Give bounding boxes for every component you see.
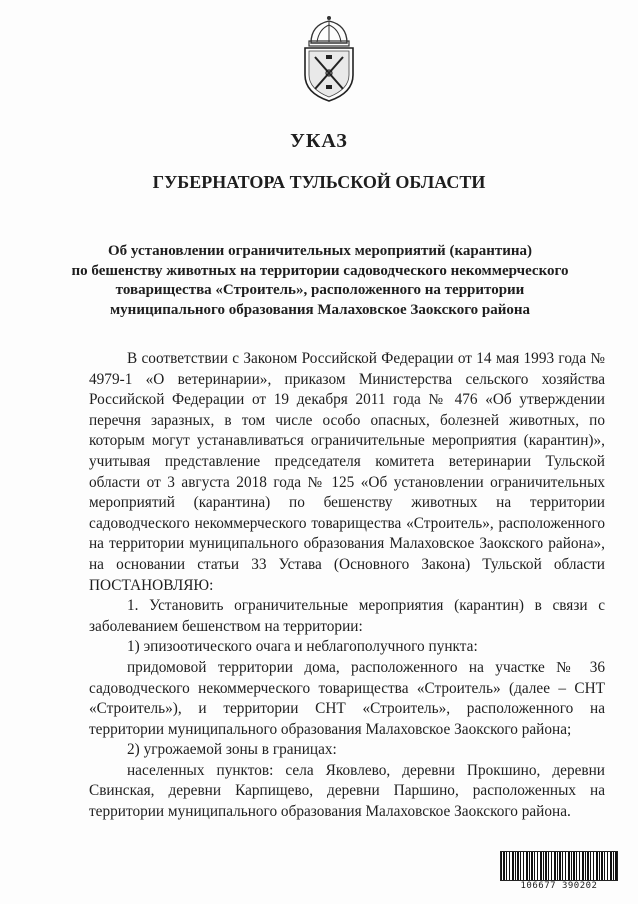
subitem-1: 1) эпизоотического очага и неблагополучного пункта: [127,638,478,656]
document-subtitle: ГУБЕРНАТОРА ТУЛЬСКОЙ ОБЛАСТИ [152,172,486,192]
decree-subject [60,242,580,320]
subject-line: муниципального образования Малаховское Заокского района [109,301,531,318]
barcode-bars [500,851,618,881]
subject-line: по бешенству животных на территории садоводческого некоммерческого [71,262,569,279]
subitem-1-text: придомовой территории дома, расположенного на участке № 36 садоводческого некоммерческого товарищества «Строитель» (далее – СНТ «Строитель»), и территории СНТ «Строитель», расположенного на территории муниципального образования Малаховское Заокского района; [89,658,605,738]
tula-coat-of-arms-icon [297,15,361,103]
decree-body [89,349,605,823]
barcode-number: 106677 390202 [520,881,598,891]
preamble-paragraph: В соответствии с Законом Российской Федерации от 14 мая 1993 года № 4979-1 «О ветеринарии», приказом Министерства сельского хозяйства Российской Федерации от 19 декабря 2011 года № 476 «Об утверждении перечня заразных, в том числе особо опасных, болезней животных, по которым могут устанавливаться ограничительные мероприятия (карантин)», учитывая представление председателя комитета ветеринарии Тульской области от 3 августа 2018 года № 125 «Об установлении ограничительных мероприятий (карантина) по бешенству животных на территории садоводческого некоммерческого товарищества «Строитель», расположенного на территории муниципального образования Малаховское Заокского района», на основании статьи 33 Устава (Основного Закона) Тульской области ПОСТАНОВЛЯЮ: [89,350,605,594]
barcode-icon [500,851,618,893]
paragraph-item-1: 1. Установить ограничительные мероприятия (карантин) в связи с заболеванием бешенством на территории: [89,597,605,635]
subject-line: товарищества «Строитель», расположенного на территории [115,282,525,298]
subitem-2-text: населенных пунктов: села Яковлево, деревни Прокшино, деревни Свинская, деревни Карпищево, деревни Паршино, расположенных на территории муниципального образования Малаховское Заокского района. [89,761,605,821]
document-title: УКАЗ [290,130,348,152]
subject-line: Об установлении ограничительных мероприятий (карантина) [107,243,532,259]
subitem-2: 2) угрожаемой зоны в границах: [127,741,337,759]
